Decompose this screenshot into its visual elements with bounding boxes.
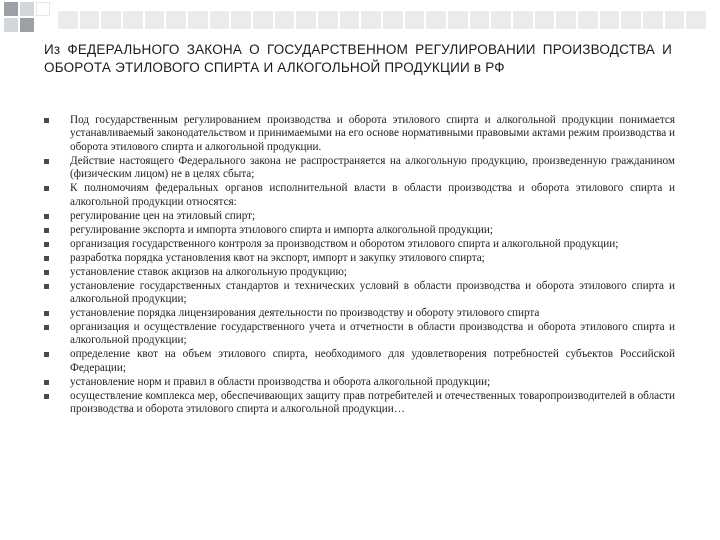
list-item-text: установление норм и правил в области производства и оборота алкогольной продукции; (70, 375, 491, 388)
bullet-icon (44, 159, 49, 164)
list-item-text: установление ставок акцизов на алкогольную продукцию; (70, 265, 347, 278)
deco-square (20, 18, 34, 32)
list-item-text: установление государственных стандартов и технических условий в области производства и оборота этилового спирта и алкогольной продукции; (70, 279, 675, 306)
list-item-text: осуществление комплекса мер, обеспечивающих защиту прав потребителей и отечественных товаропроизводителей в области производства и оборота этилового спирта и алкогольной продукции… (70, 389, 675, 416)
list-item-text: Действие настоящего Федерального закона не распространяется на алкогольную продукцию, произведенную гражданином (физическим лицом) не в целях сбыта; (70, 154, 675, 181)
decorative-squares (0, 0, 60, 40)
bullet-icon (44, 325, 49, 330)
bullet-icon (44, 186, 49, 191)
bullet-icon (44, 242, 49, 247)
slide-title: Из ФЕДЕРАЛЬНОГО ЗАКОНА О ГОСУДАРСТВЕННОМ РЕГУЛИРОВАНИИ ПРОИЗВОДСТВА И ОБОРОТА ЭТИЛОВОГО СПИРТА И АЛКОГОЛЬНОЙ ПРОДУКЦИИ в РФ (44, 42, 672, 75)
list-item (44, 390, 675, 417)
list-item-text: Под государственным регулированием производства и оборота этилового спирта и алкогольной продукции понимается устанавливаемый законодательством и принимаемыми на его основе нормативными правовыми актами режим производства и оборота этилового спирта и алкогольной продукции. (70, 114, 675, 153)
decorative-top-band (58, 11, 708, 29)
list-item (44, 280, 675, 307)
list-item-text: организация государственного контроля за производством и оборотом этилового спирта и алкогольной продукции; (70, 237, 619, 250)
bullet-icon (44, 284, 49, 289)
list-item (44, 252, 675, 265)
list-item (44, 224, 675, 237)
bullet-icon (44, 352, 49, 357)
list-item (44, 155, 675, 182)
bullet-icon (44, 256, 49, 261)
list-item-text: определение квот на объем этилового спирта, необходимого для удовлетворения потребностей субъектов Российской Федерации; (70, 348, 675, 374)
bullet-icon (44, 380, 49, 385)
deco-square (20, 2, 34, 16)
list-item-text: установление порядка лицензирования деятельности по производству и обороту этилового спирта (70, 307, 540, 320)
bullet-icon (44, 214, 49, 219)
bullet-icon (44, 118, 49, 123)
list-item (44, 210, 675, 223)
list-item (44, 266, 675, 279)
bullet-icon (44, 228, 49, 233)
deco-square (4, 18, 18, 32)
list-item (44, 348, 675, 375)
list-item-text: К полномочиям федеральных органов исполнительной власти в области производства и оборота этилового спирта и алкогольной продукции относятся: (70, 182, 675, 208)
deco-square (36, 2, 50, 16)
list-item (44, 376, 675, 389)
bullet-icon (44, 311, 49, 316)
list-item-text: разработка порядка установления квот на экспорт, импорт и закупку этилового спирта; (70, 251, 485, 264)
list-item-text: организация и осуществление государственного учета и отчетности в области производства и оборота этилового спирта и алкогольной продукции; (70, 321, 675, 347)
deco-square (4, 2, 18, 16)
bullet-icon (44, 270, 49, 275)
list-item-text: регулирование цен на этиловый спирт; (70, 209, 256, 222)
list-item (44, 238, 675, 251)
list-item (44, 182, 675, 209)
bullet-icon (44, 394, 49, 399)
list-item (44, 114, 675, 154)
list-item-text: регулирование экспорта и импорта этилового спирта и импорта алкогольной продукции; (70, 223, 493, 236)
list-item (44, 307, 675, 320)
list-item (44, 321, 675, 348)
bullet-list (44, 114, 675, 417)
